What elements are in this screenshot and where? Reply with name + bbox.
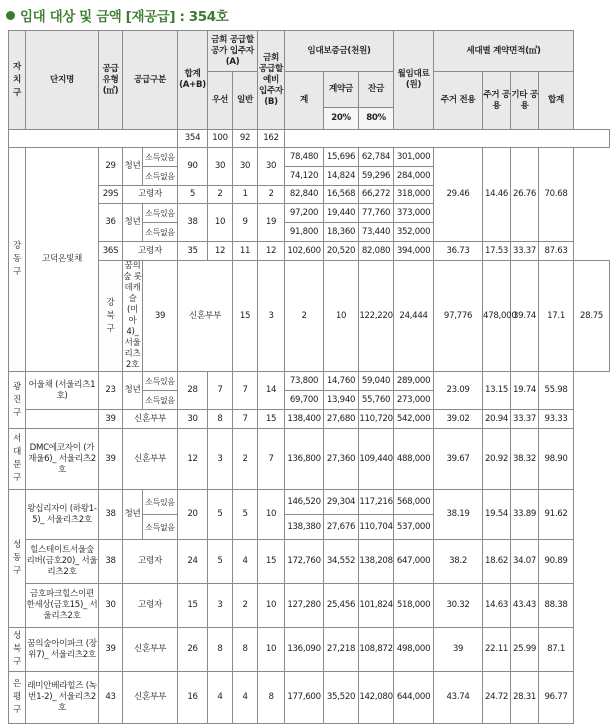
- col-priority: 우선: [208, 72, 233, 130]
- table-cell: 39: [99, 628, 123, 672]
- col-area-common: 주거 공용: [483, 72, 511, 130]
- table-cell: 8: [208, 628, 233, 672]
- col-area-private: 주거 전용: [434, 72, 483, 130]
- table-cell: 110,720: [359, 410, 394, 429]
- col-balance-pct: 80%: [359, 108, 394, 130]
- table-cell: 33.89: [511, 490, 539, 540]
- table-cell: 39: [99, 410, 123, 429]
- table-cell: 청년: [123, 148, 143, 186]
- table-cell: 136,090: [285, 628, 324, 672]
- page-title: 임대 대상 및 금액 [재공급] : 354호: [20, 9, 229, 25]
- table-cell: 5: [208, 540, 233, 584]
- table-cell: 8: [233, 628, 258, 672]
- table-cell: 39: [99, 429, 123, 490]
- table-cell: 18.62: [483, 540, 511, 584]
- table-cell: 청년: [123, 490, 143, 540]
- table-cell: 신혼부부: [178, 261, 233, 372]
- table-cell: 소득없음: [143, 515, 178, 540]
- table-cell: 138,380: [285, 515, 324, 540]
- table-cell: 10: [258, 584, 285, 628]
- table-cell: 34.07: [511, 540, 539, 584]
- complex-cell: 꿈의숲 롯데캐슬 (미아4)_ 서울리츠2호: [123, 261, 142, 370]
- table-cell: 117,216: [359, 490, 394, 515]
- table-cell: 3: [208, 429, 233, 490]
- table-cell: 청년: [123, 204, 143, 242]
- col-general: 일반: [233, 72, 258, 130]
- col-complex: 단지명: [26, 31, 99, 130]
- table-cell: 20.92: [483, 429, 511, 490]
- table-cell: 39.67: [434, 429, 483, 490]
- table-cell: 66,272: [359, 186, 394, 204]
- table-cell: 19,440: [324, 204, 359, 223]
- table-cell: 26.76: [511, 148, 539, 242]
- table-cell: 38.32: [511, 429, 539, 490]
- table-cell: 35: [178, 242, 208, 261]
- table-cell: 35,520: [324, 672, 359, 724]
- table-cell: [9, 130, 178, 148]
- table-cell: 15: [258, 540, 285, 584]
- table-cell: 소득없음: [143, 223, 178, 242]
- table-cell: 97,200: [285, 204, 324, 223]
- table-cell: 24,444: [394, 261, 434, 372]
- col-region: 자치구: [9, 31, 26, 130]
- table-cell: 78,480: [285, 148, 324, 167]
- table-cell: 10: [324, 261, 359, 372]
- table-cell: 10: [208, 204, 233, 242]
- table-cell: 13,940: [324, 391, 359, 410]
- col-reserve: 금회 공급할 예비 입주자 (B): [258, 31, 285, 130]
- table-cell: 25.99: [511, 628, 539, 672]
- table-cell: 38: [99, 540, 123, 584]
- region-cell: 광진구: [9, 372, 26, 429]
- table-cell: 38: [99, 490, 123, 540]
- table-cell: 122,220: [359, 261, 394, 372]
- table-row: [9, 261, 610, 372]
- table-cell: 15: [258, 410, 285, 429]
- table-cell: 7: [233, 372, 258, 410]
- table-cell: 318,000: [394, 186, 434, 204]
- table-cell: 59,296: [359, 167, 394, 186]
- table-cell: 98.90: [539, 429, 574, 490]
- table-cell: 138,208: [359, 540, 394, 584]
- table-cell: 10: [258, 490, 285, 540]
- table-cell: 3: [208, 584, 233, 628]
- table-cell: 177,600: [285, 672, 324, 724]
- table-cell: 127,280: [285, 584, 324, 628]
- table-cell: 고령자: [123, 540, 178, 584]
- table-cell: 30: [233, 148, 258, 186]
- table-cell: 542,000: [394, 410, 434, 429]
- complex-cell: 어울채 (서울리츠1호): [26, 372, 99, 410]
- table-cell: 62,784: [359, 148, 394, 167]
- table-cell: 23: [99, 372, 123, 410]
- col-contract-pct: 20%: [324, 108, 359, 130]
- table-cell: 신혼부부: [123, 410, 178, 429]
- table-cell: 93.33: [539, 410, 574, 429]
- table-cell: 110,704: [359, 515, 394, 540]
- table-cell: 644,000: [394, 672, 434, 724]
- table-row: [9, 672, 610, 724]
- table-cell: 142,080: [359, 672, 394, 724]
- table-cell: 100: [208, 130, 233, 148]
- table-cell: 97,776: [434, 261, 483, 372]
- table-cell: 15,696: [324, 148, 359, 167]
- table-cell: 43.43: [511, 584, 539, 628]
- table-cell: 소득있음: [143, 372, 178, 391]
- region-cell: 서대문구: [9, 429, 26, 490]
- table-cell: 82,080: [359, 242, 394, 261]
- table-cell: 73,800: [285, 372, 324, 391]
- table-cell: 2: [208, 186, 233, 204]
- table-row: [9, 242, 610, 261]
- table-cell: 92: [233, 130, 258, 148]
- table-cell: 12: [208, 242, 233, 261]
- table-cell: 27,218: [324, 628, 359, 672]
- table-cell: 373,000: [394, 204, 434, 223]
- table-cell: 82,840: [285, 186, 324, 204]
- table-cell: 16,568: [324, 186, 359, 204]
- table-cell: 29.46: [434, 148, 483, 242]
- table-cell: 33.37: [511, 242, 539, 261]
- table-cell: 172,760: [285, 540, 324, 584]
- table-cell: 소득없음: [143, 391, 178, 410]
- table-cell: 59,040: [359, 372, 394, 391]
- complex-cell: 래미안베라힐즈 (녹번1-2)_ 서울리츠2호: [26, 672, 99, 724]
- table-cell: 2: [233, 429, 258, 490]
- table-cell: 22.11: [483, 628, 511, 672]
- table-cell: 7: [208, 372, 233, 410]
- table-cell: 27,360: [324, 429, 359, 490]
- page-title-block: [6, 5, 228, 25]
- table-cell: 5: [178, 186, 208, 204]
- table-cell: 90.89: [539, 540, 574, 584]
- table-cell: 33.37: [511, 410, 539, 429]
- table-cell: 소득없음: [143, 167, 178, 186]
- table-cell: 87.63: [539, 242, 574, 261]
- table-cell: 43.74: [434, 672, 483, 724]
- table-cell: 20.94: [483, 410, 511, 429]
- table-cell: 3: [258, 261, 285, 372]
- region-cell: 성북구: [9, 628, 26, 672]
- table-cell: [26, 410, 99, 429]
- table-cell: 136,800: [285, 429, 324, 490]
- table-cell: 568,000: [394, 490, 434, 515]
- table-cell: 15: [178, 584, 208, 628]
- table-cell: 30.32: [434, 584, 483, 628]
- table-cell: 70.68: [539, 148, 574, 242]
- table-cell: 10: [258, 628, 285, 672]
- table-cell: 354: [178, 130, 208, 148]
- table-cell: 신혼부부: [123, 672, 178, 724]
- table-cell: 29,304: [324, 490, 359, 515]
- table-cell: 518,000: [394, 584, 434, 628]
- table-cell: 신혼부부: [123, 429, 178, 490]
- col-area-total: 합계: [539, 72, 574, 130]
- table-cell: 19.54: [483, 490, 511, 540]
- table-cell: 17.1: [539, 261, 574, 372]
- region-cell: 강북구: [99, 261, 123, 372]
- col-total: 합계 (A+B): [178, 31, 208, 130]
- table-cell: 14,824: [324, 167, 359, 186]
- table-cell: 39: [434, 628, 483, 672]
- bullet-icon: [6, 11, 15, 20]
- table-cell: 4: [233, 540, 258, 584]
- table-cell: 29: [99, 148, 123, 186]
- table-cell: 7: [233, 410, 258, 429]
- table-cell: 34,552: [324, 540, 359, 584]
- table-cell: 소득있음: [143, 204, 178, 223]
- table-cell: 24.72: [483, 672, 511, 724]
- table-cell: 273,000: [394, 391, 434, 410]
- table-cell: 301,000: [394, 148, 434, 167]
- table-cell: 39: [143, 261, 178, 372]
- table-cell: 478,000: [483, 261, 511, 372]
- table-cell: 289,000: [394, 372, 434, 391]
- table-cell: 38.19: [434, 490, 483, 540]
- region-cell: 성동구: [9, 490, 26, 628]
- table-cell: 498,000: [394, 628, 434, 672]
- complex-cell: 고덕온빛채: [26, 148, 99, 372]
- table-cell: 30: [208, 148, 233, 186]
- table-cell: 39.74: [511, 261, 539, 372]
- table-row: [9, 540, 610, 584]
- table-cell: 96.77: [539, 672, 574, 724]
- table-cell: 18,360: [324, 223, 359, 242]
- table-cell: 25,456: [324, 584, 359, 628]
- table-cell: 13.15: [483, 372, 511, 410]
- table-cell: 16: [178, 672, 208, 724]
- table-cell: 36S: [99, 242, 123, 261]
- table-cell: 69,700: [285, 391, 324, 410]
- table-cell: 90: [178, 148, 208, 186]
- table-cell: 24: [178, 540, 208, 584]
- table-cell: 5: [208, 490, 233, 540]
- table-cell: 30: [99, 584, 123, 628]
- table-cell: 30: [178, 410, 208, 429]
- col-supply-class: 공급구분: [123, 31, 178, 130]
- table-cell: 138,400: [285, 410, 324, 429]
- table-cell: 14,760: [324, 372, 359, 391]
- region-cell: 강동구: [9, 148, 26, 372]
- table-cell: 신혼부부: [123, 628, 178, 672]
- table-cell: 87.1: [539, 628, 574, 672]
- table-cell: 소득있음: [143, 490, 178, 515]
- table-cell: 8: [258, 672, 285, 724]
- table-cell: 73,440: [359, 223, 394, 242]
- table-cell: 27,676: [324, 515, 359, 540]
- table-cell: 74,120: [285, 167, 324, 186]
- table-cell: 고령자: [123, 242, 178, 261]
- table-cell: 43: [99, 672, 123, 724]
- table-cell: 20,520: [324, 242, 359, 261]
- complex-cell: 금호파크힐스이편 한세상(금호15)_ 서울리츠2호: [26, 584, 99, 628]
- table-cell: 7: [258, 429, 285, 490]
- table-cell: 2: [285, 261, 324, 372]
- table-cell: 5: [233, 490, 258, 540]
- col-contract: 계약금: [324, 72, 359, 108]
- table-cell: 28.75: [574, 261, 610, 372]
- table-cell: 36.73: [434, 242, 483, 261]
- table-row: [9, 148, 610, 167]
- table-cell: 14.46: [483, 148, 511, 242]
- col-area-other: 기타 공용: [511, 72, 539, 130]
- table-cell: 488,000: [394, 429, 434, 490]
- table-cell: 14.63: [483, 584, 511, 628]
- table-cell: 77,760: [359, 204, 394, 223]
- table-cell: 2: [258, 186, 285, 204]
- col-applicant: 금회 공급할 공가 입주자(A): [208, 31, 258, 72]
- table-cell: 19: [258, 204, 285, 242]
- complex-cell: 꿈의숲아이파크 (장위7)_ 서울리츠2호: [26, 628, 99, 672]
- col-area: 세대별 계약면적(㎡): [434, 31, 574, 72]
- table-cell: 4: [233, 672, 258, 724]
- table-cell: 11: [233, 242, 258, 261]
- table-cell: 102,600: [285, 242, 324, 261]
- table-cell: 537,000: [394, 515, 434, 540]
- table-cell: 9: [233, 204, 258, 242]
- table-cell: 청년: [123, 372, 143, 410]
- table-cell: [285, 130, 610, 148]
- table-cell: 4: [208, 672, 233, 724]
- table-cell: 12: [258, 242, 285, 261]
- table-row: [9, 490, 610, 515]
- table-cell: 162: [258, 130, 285, 148]
- table-cell: 647,000: [394, 540, 434, 584]
- table-cell: 91.62: [539, 490, 574, 540]
- table-cell: 28.31: [511, 672, 539, 724]
- table-cell: 소득있음: [143, 148, 178, 167]
- table-cell: 28: [178, 372, 208, 410]
- table-cell: 284,000: [394, 167, 434, 186]
- table-cell: 394,000: [394, 242, 434, 261]
- table-cell: 8: [208, 410, 233, 429]
- col-deposit-total: 계: [285, 72, 324, 130]
- table-cell: 38.2: [434, 540, 483, 584]
- table-cell: 고령자: [123, 186, 178, 204]
- table-cell: 1: [233, 186, 258, 204]
- table-row: [9, 628, 610, 672]
- table-cell: 26: [178, 628, 208, 672]
- table-cell: 55,760: [359, 391, 394, 410]
- table-cell: 39.02: [434, 410, 483, 429]
- table-row: [9, 584, 610, 628]
- table-cell: 15: [233, 261, 258, 372]
- col-deposit: 임대보증금(천원): [285, 31, 394, 72]
- rental-table: [8, 30, 610, 724]
- table-cell: 23.09: [434, 372, 483, 410]
- complex-cell: 왕십리자이 (하왕1-5)_ 서울리츠2호: [26, 490, 99, 540]
- table-cell: 109,440: [359, 429, 394, 490]
- table-cell: 55.98: [539, 372, 574, 410]
- table-cell: 27,680: [324, 410, 359, 429]
- col-supply-type: 공급 유형 (㎡): [99, 31, 123, 130]
- table-cell: 352,000: [394, 223, 434, 242]
- table-cell: 108,872: [359, 628, 394, 672]
- table-cell: 19.74: [511, 372, 539, 410]
- table-row: [9, 372, 610, 391]
- col-rent: 월임대료 (원): [394, 31, 434, 130]
- table-row: [9, 410, 610, 429]
- complex-cell: 힐스테이트서울숲 리버(금호20)_ 서울리츠2호: [26, 540, 99, 584]
- table-cell: 101,824: [359, 584, 394, 628]
- table-cell: 20: [178, 490, 208, 540]
- table-cell: 고령자: [123, 584, 178, 628]
- table-cell: 38: [178, 204, 208, 242]
- table-cell: 2: [233, 584, 258, 628]
- table-cell: 146,520: [285, 490, 324, 515]
- region-cell: 은평구: [9, 672, 26, 724]
- table-cell: 36: [99, 204, 123, 242]
- complex-cell: DMC에코자이 (가재울6)_ 서울리츠2호: [26, 429, 99, 490]
- table-row: [9, 429, 610, 490]
- table-cell: 29S: [99, 186, 123, 204]
- table-cell: 30: [258, 148, 285, 186]
- table-cell: 88.38: [539, 584, 574, 628]
- table-cell: 12: [178, 429, 208, 490]
- totals-row: [9, 130, 610, 148]
- table-cell: 91,800: [285, 223, 324, 242]
- col-balance: 잔금: [359, 72, 394, 108]
- table-cell: 14: [258, 372, 285, 410]
- table-cell: 17.53: [483, 242, 511, 261]
